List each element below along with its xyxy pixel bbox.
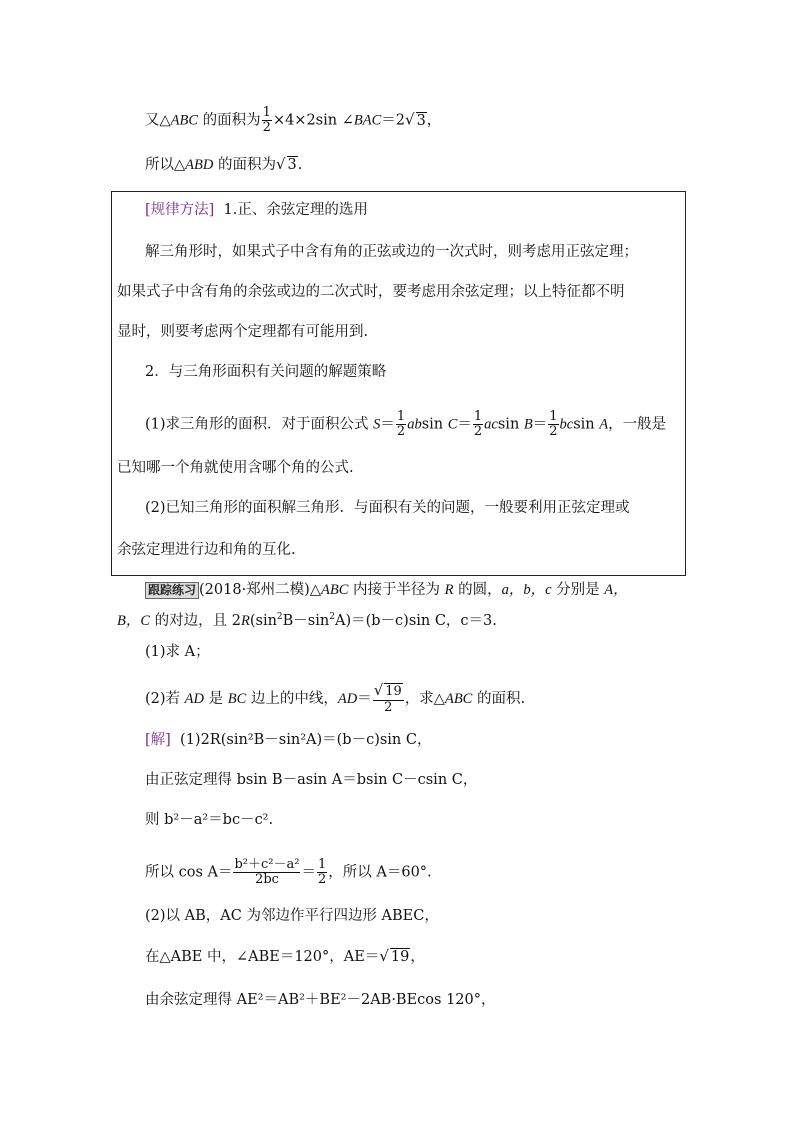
solution-line-2: 由正弦定理得 bsin B－asin A＝bsin C－csin C， (145, 772, 478, 788)
method-heading: [规律方法] 1.正、余弦定理的选用 (145, 202, 368, 218)
cos-fraction: $\frac{\text{b²＋c²－a²}}{2bc}$ (234, 857, 300, 887)
sqrt-symbol: √ (379, 947, 389, 965)
sub-question-2: (2)若 AD 是 BC 边上的中线，AD＝ $\frac{√ 19}{2}$ ，求△ABC 的面积. (145, 681, 526, 715)
area-abc-line: 又△ABC 的面积为 $\frac{1}{2}$ ×4×2sin ∠BAC＝2√ 3， (145, 105, 442, 135)
area-formula-line: (1)求三角形的面积．对于面积公式 S＝ $\frac{1}{2}$ absin C＝ $\frac{1}{2}$ acsin B＝ $\frac{1}{2}$ bcsin A，一般是 (145, 409, 667, 439)
method-heading-2: 2．与三角形面积有关问题的解题策略 (145, 364, 387, 380)
practice-tag: 跟踪练习 (145, 582, 199, 599)
method-p3-line2: 余弦定理进行边和角的互化. (117, 542, 296, 558)
method-p1-line2: 如果式子中含有角的余弦或边的二次式时，要考虑用余弦定理；以上特征都不明 (117, 284, 625, 300)
solution-line-3: 则 b²－a²＝bc－c². (145, 812, 274, 828)
practice-question-line1: 跟踪练习 (2018·郑州二模)△ABC 内接于半径为 R 的圆，a，b，c 分别是 A， (145, 580, 628, 600)
median-fraction: $\frac{√ 19}{2}$ (373, 681, 402, 715)
solution-line-1: [解] (1)2R(sin²B－sin²A)＝(b－c)sin C， (145, 732, 432, 748)
solution-line-4: 所以 cos A＝ $\frac{\text{b²＋c²－a²}}{2bc}$ ＝ $\frac{1}{2}$ ，所以 A＝60°. (145, 857, 432, 887)
solution-line-5: (2)以 AB，AC 为邻边作平行四边形 ABEC， (145, 908, 439, 924)
method-p1-line3: 显时，则要考虑两个定理都有可能用到. (117, 324, 369, 340)
sqrt-symbol: √ (275, 155, 286, 173)
sub-question-1: (1)求 A； (145, 644, 210, 660)
sqrt-symbol: √ (405, 110, 415, 129)
solution-line-7: 由余弦定理得 AE²＝AB²＋BE²－2AB·BEcos 120°， (145, 992, 496, 1008)
area-abd-line: 所以△ABD 的面积为√ 3. (145, 155, 303, 173)
half-fraction: $\frac{1}{2}$ (262, 105, 271, 135)
practice-question-line2: B，C 的对边，且 $2R(\sin^2B-\sin^2A)=(b-c)\sin$ C，c＝3. (117, 612, 497, 629)
method-p1-line1: 解三角形时，如果式子中含有角的正弦或边的一次式时，则考虑用正弦定理； (145, 244, 638, 260)
solution-line-6: 在△ABE 中，∠ABE＝120°，AE＝√ 19， (145, 947, 425, 965)
method-p3-line1: (2)已知三角形的面积解三角形．与面积有关的问题，一般要利用正弦定理或 (145, 500, 630, 516)
method-p2-line2: 已知哪一个角就使用含哪个角的公式. (117, 460, 354, 476)
